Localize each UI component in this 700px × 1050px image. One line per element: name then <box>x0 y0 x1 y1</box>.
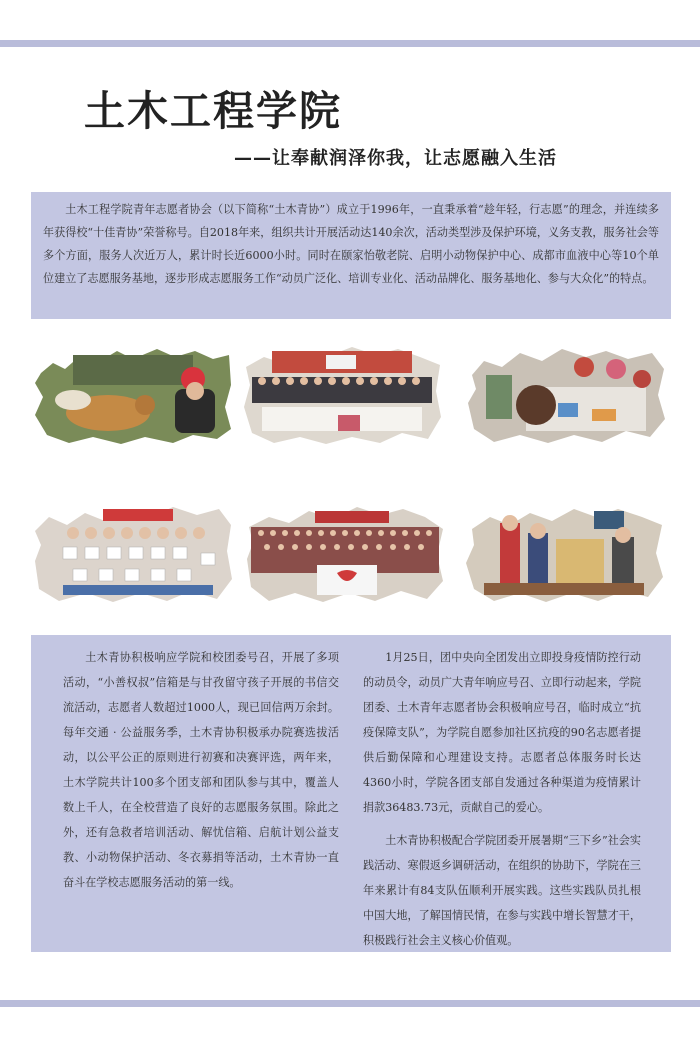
intro-paragraph: 土木工程学院青年志愿者协会（以下简称“土木青协”）成立于1996年，一直秉承着“趁年轻，行志愿”的理念，并连续多年获得校“十佳青协”荣誉称号。自2018年来，组织共计开展活动达140余次，活动类型涉及保护环境，义务支教，服务社会等多个方面，服务人次近万人，累计时长近6000小时。同时在颐家怡敬老院、启明小动物保护中心、成都市血液中心等10个单位建立了志愿服务基地，逐步形成志愿服务工作“动员广泛化、培训专业化、活动品牌化、服务基地化、参与大众化”的特点。 <box>43 203 659 285</box>
photo-group-meeting-icon <box>242 345 442 445</box>
right-column-paragraph-2: 土木青协积极配合学院团委开展暑期“三下乡”社会实践活动、寒假返乡调研活动，在组织的协助下，学院在三年来累计有84支队伍顺利开展实践。这些实践队员扎根中国大地，了解国情民情，在参与实践中增长智慧才干，积极践行社会主义核心价值观。 <box>363 834 641 947</box>
photo-children-classroom-icon <box>464 503 664 603</box>
page-subtitle: ——让奉献润泽你我，让志愿融入生活 <box>234 148 557 169</box>
bottom-stripe <box>0 1000 700 1007</box>
photo-children-classroom <box>464 503 664 603</box>
photo-dog-volunteer <box>33 345 233 445</box>
photo-large-group-banner-icon <box>245 503 445 603</box>
top-stripe <box>0 40 700 47</box>
photo-children-crafts-icon <box>466 345 666 445</box>
page-title: 土木工程学院 <box>84 87 342 135</box>
photo-large-group-banner <box>245 503 445 603</box>
photo-children-certificates-icon <box>33 503 233 603</box>
photo-children-certificates <box>33 503 233 603</box>
right-column-paragraph-1: 1月25日，团中央向全团发出立即投身疫情防控行动的动员令，动员广大青年响应号召、立即行动起来，学院团委、土木青年志愿者协会积极响应号召，临时成立“抗疫保障支队”，为学院自愿参加社区抗疫的90名志愿者提供后勤保障和心理建设支持。志愿者总体服务时长达4360小时，学院各团支部自发通过各种渠道为疫情累计捐款36483.73元，贡献自己的爱心。 <box>363 651 641 814</box>
right-column-box <box>353 635 671 952</box>
photo-dog-volunteer-icon <box>33 345 233 445</box>
photo-group-meeting <box>242 345 442 445</box>
left-column-box <box>31 635 353 952</box>
photo-children-crafts <box>466 345 666 445</box>
left-column-paragraph: 土木青协积极响应学院和校团委号召，开展了多项活动，“小善权叔”信箱是与甘孜留守孩子开展的书信交流活动，志愿者人数超过1000人，现已回信两万余封。每年交通 · 公益服务季，土木青协积极承办院赛选拔活动，以公平公正的原则进行初赛和决赛评选，两年来，土木学院共计100多个团支部和团队参与其中，覆盖人数上千人，在全校营造了良好的志愿服务氛围。除此之外，还有急救者培训活动、解忧信箱、启航计划公益支教、小动物保护活动、冬衣募捐等活动，土木青协一直奋斗在学校志愿服务活动的第一线。 <box>63 651 339 889</box>
intro-box <box>31 192 671 319</box>
